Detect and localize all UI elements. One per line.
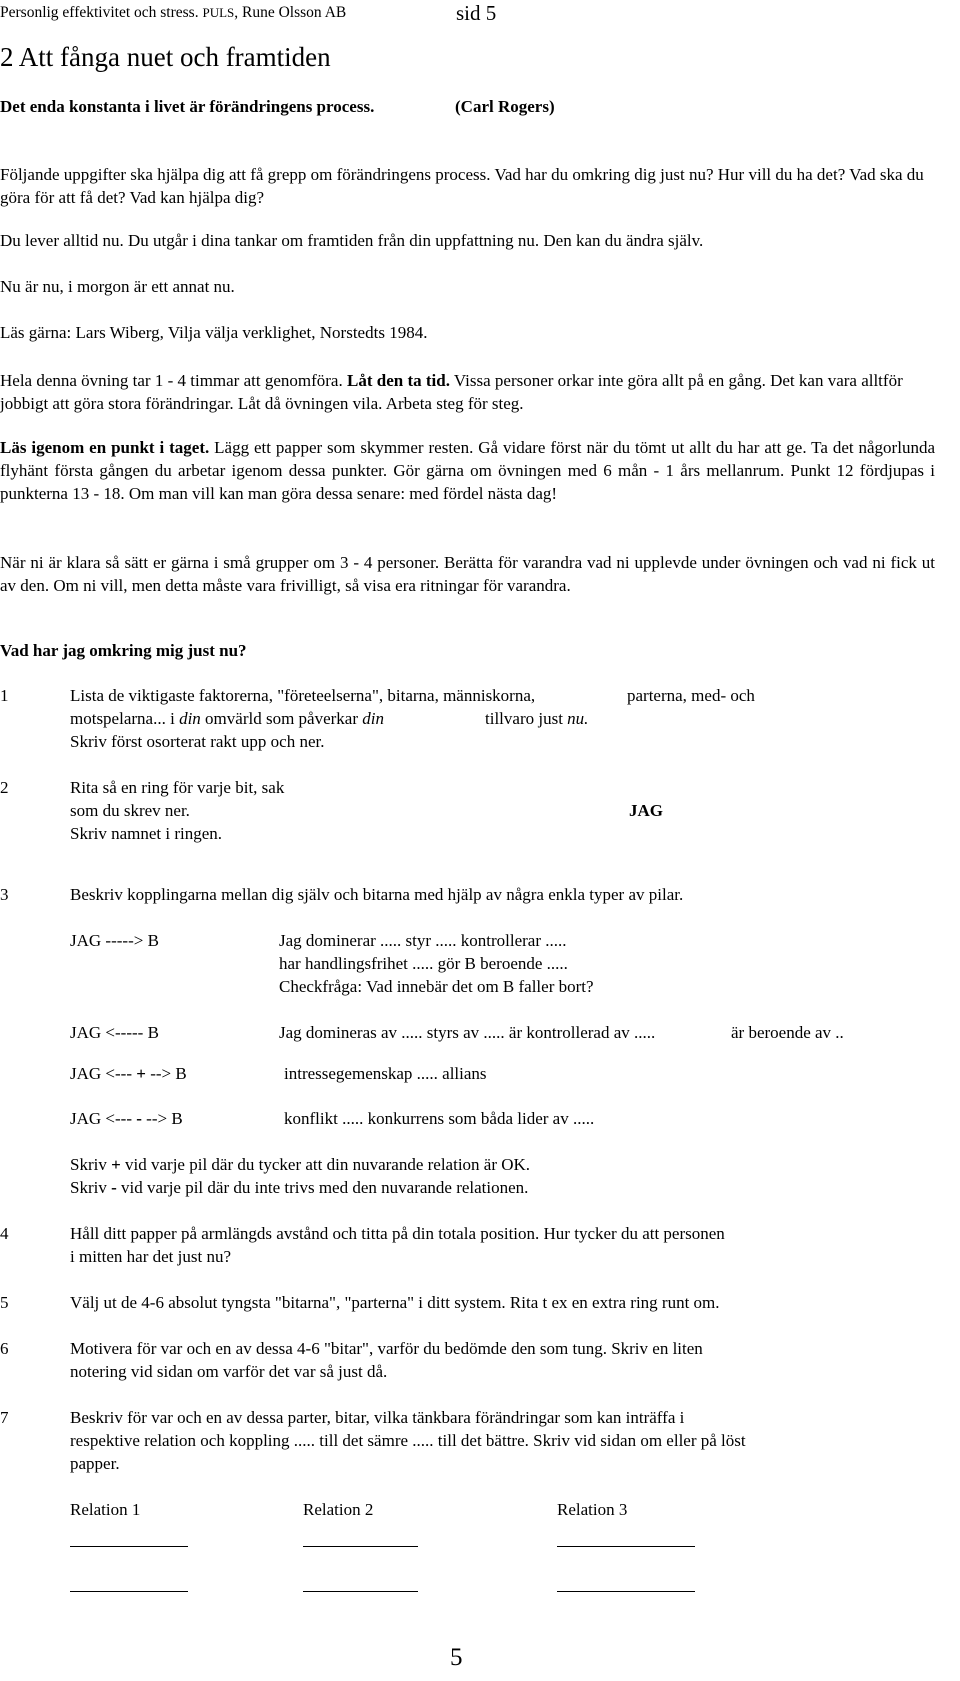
r4-right: --> B bbox=[141, 1109, 183, 1128]
item-2-line-2: som du skrev ner. bbox=[70, 801, 190, 820]
item-2-line-3: Skriv namnet i ringen. bbox=[70, 824, 223, 843]
page-title: 2 Att fånga nuet och framtiden bbox=[0, 42, 331, 72]
item-7-number: 7 bbox=[0, 1408, 9, 1427]
n2-c: vid varje pil där du inte trivs med den nuvarande relationen. bbox=[116, 1178, 529, 1197]
header-text: Personlig effektivitet och stress. bbox=[0, 4, 203, 21]
item-3-note-2 bbox=[70, 1178, 528, 1198]
relation-type-1: JAG -----> B bbox=[70, 931, 159, 950]
jag-label: JAG bbox=[629, 801, 663, 820]
item-3-line-1: Beskriv kopplingarna mellan dig själv och bitarna med hjälp av några enkla typer av pilar. bbox=[70, 885, 684, 904]
n2-a: Skriv bbox=[70, 1178, 112, 1197]
relation-type-2: JAG <----- B bbox=[70, 1023, 159, 1042]
relation-type-4-desc: konflikt ..... konkurrens som båda lider av ..... bbox=[284, 1109, 595, 1128]
relation-type-2-tail: är beroende av .. bbox=[731, 1023, 844, 1042]
intro-paragraph-6 bbox=[0, 436, 935, 505]
item-4-line-1: Håll ditt papper på armlängds avstånd och titta på din totala position. Hur tycker du att personen bbox=[70, 1224, 725, 1243]
p5-rest: Vissa personer orkar inte göra allt på en gång. Det kan vara alltför jobbigt att göra stora förändringar. Låt då övningen vila. Arbeta steg för steg. bbox=[0, 371, 903, 413]
item-5-number: 5 bbox=[0, 1293, 9, 1312]
r4-minus: - bbox=[136, 1109, 142, 1128]
p5-emphasis: Låt den ta tid. bbox=[346, 371, 450, 390]
quote-author: (Carl Rogers) bbox=[455, 97, 555, 116]
item-6-line-1: Motivera för var och en av dessa 4-6 "bitar", varför du bedömde den som tung. Skriv en liten bbox=[70, 1339, 703, 1358]
item-6-number: 6 bbox=[0, 1339, 9, 1358]
relation-1-label: Relation 1 bbox=[70, 1500, 141, 1519]
r4-left: JAG <--- bbox=[70, 1109, 137, 1128]
intro-paragraph-3: Nu är nu, i morgon är ett annat nu. bbox=[0, 277, 235, 296]
item-1-italic-b: din bbox=[362, 709, 384, 728]
relation-3-label: Relation 3 bbox=[557, 1500, 628, 1519]
item-6-line-2: notering vid sidan om varför det var så just då. bbox=[70, 1362, 388, 1381]
p5-text: Hela denna övning tar 1 - 4 timmar att genomföra. bbox=[0, 371, 347, 390]
item-2-number: 2 bbox=[0, 778, 9, 797]
item-1-text-b: omvärld som påverkar bbox=[200, 709, 363, 728]
intro-paragraph-2: Du lever alltid nu. Du utgår i dina tankar om framtiden från din uppfattning nu. Den kan du ändra själv. bbox=[0, 231, 704, 250]
relation-type-1-desc-2: har handlingsfrihet ..... gör B beroende ..... bbox=[279, 954, 568, 973]
item-7-line-3: papper. bbox=[70, 1454, 120, 1473]
relation-type-3-desc: intressegemenskap ..... allians bbox=[284, 1064, 487, 1083]
relation-2-label: Relation 2 bbox=[303, 1500, 374, 1519]
relation-3-blank-2 bbox=[557, 1591, 695, 1592]
item-1-line-1: Lista de viktigaste faktorerna, "företeelserna", bitarna, människorna, bbox=[70, 686, 536, 705]
relation-2-blank-2 bbox=[303, 1591, 418, 1592]
item-1-line-3: Skriv först osorterat rakt upp och ner. bbox=[70, 732, 325, 751]
item-3-note-1 bbox=[70, 1155, 530, 1175]
n1-a: Skriv bbox=[70, 1155, 112, 1174]
intro-paragraph-7: När ni är klara så sätt er gärna i små grupper om 3 - 4 personer. Berätta för varandra vad ni upplevde under övningen och vad ni fick ut av den. Om ni vill, men detta måste vara frivilligt, så visa era ritningar för varandra. bbox=[0, 553, 935, 595]
item-4-line-2: i mitten har det just nu? bbox=[70, 1247, 231, 1266]
p6-emphasis: Läs igenom en punkt i taget. bbox=[0, 438, 210, 457]
item-7-line-1: Beskriv för var och en av dessa parter, bitar, vilka tänkbara förändringar som kan inträffa i bbox=[70, 1408, 685, 1427]
item-5-line-1: Välj ut de 4-6 absolut tyngsta "bitarna", "parterna" i ditt system. Rita t ex en extra ring runt om. bbox=[70, 1293, 720, 1312]
relation-3-blank-1 bbox=[557, 1546, 695, 1547]
relation-type-1-desc-3: Checkfråga: Vad innebär det om B faller bort? bbox=[279, 977, 594, 996]
item-1-line-2 bbox=[70, 709, 384, 729]
intro-paragraph-1: Följande uppgifter ska hjälpa dig att få grepp om förändringens process. Vad har du omkring dig just nu? Hur vill du ha det? Vad ska du göra för att få det? Vad kan hjälpa dig? bbox=[0, 165, 924, 207]
section-heading: Vad har jag omkring mig just nu? bbox=[0, 641, 247, 660]
quote-text: Det enda konstanta i livet är förändringens process. bbox=[0, 97, 375, 116]
item-1-tail-italic: nu. bbox=[567, 709, 589, 728]
item-1-text: motspelarna... i bbox=[70, 709, 180, 728]
page-label: sid 5 bbox=[456, 1, 497, 25]
relation-type-1-desc-1: Jag dominerar ..... styr ..... kontrollerar ..... bbox=[279, 931, 567, 950]
relation-type-3 bbox=[70, 1064, 187, 1084]
r3-plus: + bbox=[136, 1064, 146, 1083]
relation-type-2-desc: Jag domineras av ..... styrs av ..... är kontrollerad av ..... bbox=[279, 1023, 656, 1042]
item-1-tail-text: tillvaro just bbox=[485, 709, 568, 728]
item-1-line-1-tail: parterna, med- och bbox=[627, 686, 755, 705]
page-number: 5 bbox=[450, 1644, 463, 1671]
relation-1-blank-1 bbox=[70, 1546, 188, 1547]
item-3-number: 3 bbox=[0, 885, 9, 904]
relation-2-blank-1 bbox=[303, 1546, 418, 1547]
item-1-line-2-tail bbox=[485, 709, 588, 729]
header-smallcaps: PULS bbox=[202, 5, 235, 20]
reading-tip: Läs gärna: Lars Wiberg, Vilja välja verklighet, Norstedts 1984. bbox=[0, 323, 428, 342]
item-7-line-2: respektive relation och koppling ..... till det sämre ..... till det bättre. Skriv vid sidan om eller på löst bbox=[70, 1431, 746, 1450]
r3-left: JAG <--- bbox=[70, 1064, 137, 1083]
relation-1-blank-2 bbox=[70, 1591, 188, 1592]
item-2-line-1: Rita så en ring för varje bit, sak bbox=[70, 778, 285, 797]
running-header bbox=[0, 4, 346, 22]
p6-text: Lägg ett papper som skymmer resten. Gå vidare först när du tömt ut allt du har att ge. Ta det någorlunda flyhänt första gången du arbetar igenom dessa punkter. Gör gärna om övningen med 6 mån - 1 års mellanrum. Punkt 12 fördjupas i punkterna 13 - 18. Om man vill kan man göra dessa senare: med fördel nästa dag! bbox=[0, 438, 935, 503]
item-4-number: 4 bbox=[0, 1224, 9, 1243]
relation-type-4 bbox=[70, 1109, 183, 1129]
n2-minus: - bbox=[111, 1178, 117, 1197]
item-1-italic: din bbox=[179, 709, 201, 728]
header-author: , Rune Olsson AB bbox=[234, 4, 347, 21]
n1-c: vid varje pil där du tycker att din nuvarande relation är OK. bbox=[120, 1155, 531, 1174]
n1-plus: + bbox=[111, 1155, 121, 1174]
r3-right: --> B bbox=[145, 1064, 187, 1083]
intro-paragraph-5 bbox=[0, 369, 935, 415]
item-1-number: 1 bbox=[0, 686, 9, 705]
